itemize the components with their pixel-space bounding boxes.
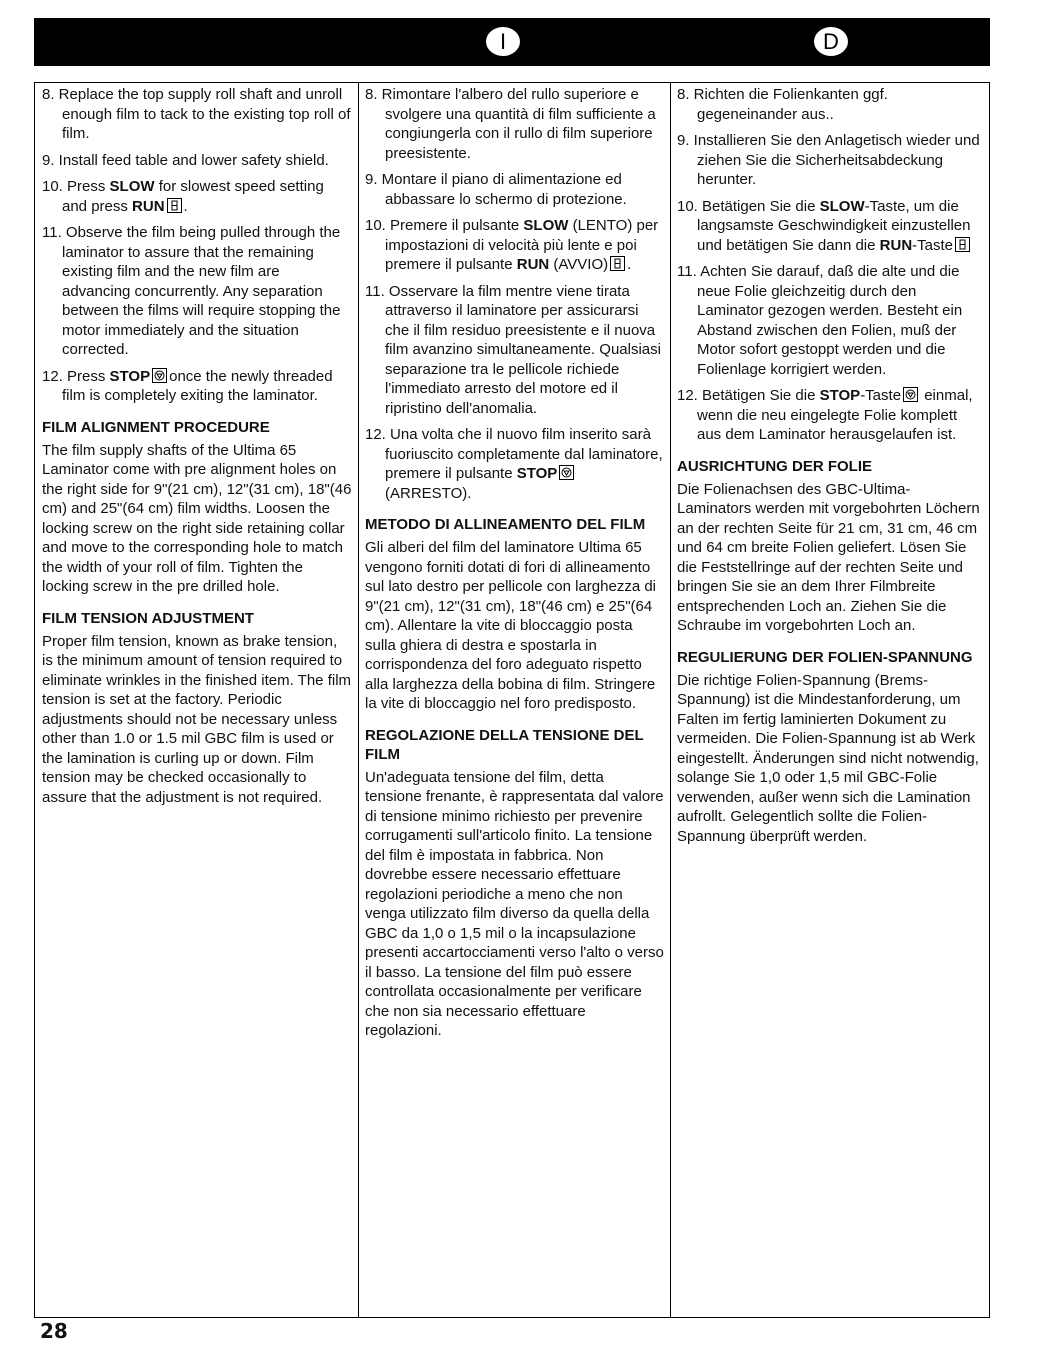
stop-key-icon [559,465,574,480]
section-heading-film-alignment: AUSRICHTUNG DER FOLIE [677,457,872,475]
step-8: 8. Richten die Folienkanten ggf. gegeneinander aus.. [677,86,888,123]
run-key-icon [610,256,625,271]
language-badge-italian: I [486,27,520,56]
step-10: 10. Press SLOW for slowest speed setting and press RUN . [42,178,324,215]
paragraph-film-tension: Die richtige Folien-Spannung (Brems-Spannung) ist die Mindestanforderung, um Falten im fertig laminierten Dokument zu vermeiden. Die Folien-Spannung ist ab Werk eingestellt. Änderungen sind nicht notwendig, solange Sie 1,0 oder 1,5 mil GBC-Folie verwenden, außer wenn sich die Lamination aufrollt. Gelegentlich sollte die Folien-Spannung überprüft werden. [677,671,979,845]
paragraph-film-tension: Un'adeguata tensione del film, detta tensione frenante, è rappresentata dal valore di tensione minimo richiesto per prevenire corrugamenti sull'articolo finito. La tensione del film è impostata in fabbrica. Non dovrebbe essere necessario effettuare regolazioni periodiche a meno che non venga utilizzato film diverso da quella della GBC da 1,0 o 1,5 mil o la incapsulazione presenti accartocciamenti verso l'alto o verso il basso. La tensione del film può essere controllata occasionalmente per verificare che non sia necessario effettuare regolazioni. [365,768,664,1039]
section-heading-film-tension: REGULIERUNG DER FOLIEN-SPANNUNG [677,648,973,666]
stop-key-icon [903,387,918,402]
run-key-icon [167,198,182,213]
step-11: 11. Osservare la film mentre viene tirata attraverso il laminatore per assicurarsi che il film residuo preesistente e il nuova film avanzino simultaneamente. Qualsiasi separazione tra le pellicole richiede l'immediato arresto del motore ed il ripristino dell'anomalia. [365,282,661,417]
section-heading-film-tension: FILM TENSION ADJUSTMENT [42,609,254,627]
step-11: 11. Observe the film being pulled through the laminator to assure that the remaining existing film and the new film are advancing concurrently. Any separation between the films will require stopping the motor immediately and the situation corrected. [42,224,341,358]
step-10: 10. Betätigen Sie die SLOW-Taste, um die langsamste Geschwindigkeit einzustellen und betätigen Sie dann die RUN-Taste [677,197,971,254]
german-column [670,82,990,1318]
step-9: 9. Install feed table and lower safety shield. [42,151,329,169]
step-12: 12. Betätigen Sie die STOP-Taste einmal, wenn die neu eingelegte Folie komplett aus dem Laminator herausgelaufen ist. [677,387,973,443]
section-heading-film-tension: REGOLAZIONE DELLA TENSIONE DEL FILM [365,726,644,763]
header-bar [34,18,990,66]
italian-column [358,82,670,1318]
paragraph-film-tension: Proper film tension, known as brake tension, is the minimum amount of tension required to eliminate wrinkles in the finished item. The film tension is set at the factory. Periodic adjustments should not be necessary unless other than 1.0 or 1.5 mil GBC film is used or the lamination is curling up or down. Film tension may be checked occasionally to assure that the adjustment is not required. [42,632,352,806]
step-12: 12. Press STOP once the newly threaded film is completely exiting the laminator. [42,367,333,404]
step-8: 8. Replace the top supply roll shaft and unroll enough film to tack to the existing top roll of film. [42,86,351,142]
step-9: 9. Montare il piano di alimentazione ed abbassare lo schermo di protezione. [365,171,627,208]
step-9: 9. Installieren Sie den Anlagetisch wieder und ziehen Sie die Sicherheitsabdeckung herunter. [677,132,980,188]
paragraph-film-alignment: Die Folienachsen des GBC-Ultima-Laminators werden mit vorgebohrten Löchern an der rechten Seite für 21 cm, 31 cm, 46 cm und 64 cm breite Folien geliefert. Lösen Sie die Feststellringe auf der rechten Seite und bringen Sie sie an dem Ihrer Filmbreite entsprechenden Loch an. Ziehen Sie die Schraube im vorgebohrten Loch an. [677,480,980,634]
step-10: 10. Premere il pulsante SLOW (LENTO) per impostazioni di velocità più lente e poi premere il pulsante RUN (AVVIO) . [365,217,659,273]
step-12: 12. Una volta che il nuovo film inserito sarà fuoriuscito completamente dal laminatore, premere il pulsante STOP (ARRESTO). [365,426,663,502]
paragraph-film-alignment: The film supply shafts of the Ultima 65 Laminator come with pre alignment holes on the right side for 9"(21 cm), 12"(31 cm), 18"(46 cm) and 25"(64 cm) film widths. Loosen the locking screw on the right side retaining collar and move to the corresponding hole to match the width of your roll of film. Tighten the locking screw in the pre drilled hole. [42,441,352,595]
run-key-icon [955,237,970,252]
language-badge-german: D [814,27,848,56]
stop-key-icon [152,368,167,383]
section-heading-film-alignment: FILM ALIGNMENT PROCEDURE [42,418,270,436]
step-8: 8. Rimontare l'albero del rullo superiore e svolgere una quantità di film sufficiente a congiungerla con il rullo di film superiore preesistente. [365,86,656,162]
page-number: 28 [40,1319,68,1343]
paragraph-film-alignment: Gli alberi del film del laminatore Ultima 65 vengono forniti dotati di fori di allineamento sul lato destro per pellicole con larghezza di 9"(21 cm), 12"(31 cm), 18"(46 cm) e 25"(64 cm). Allentare la vite di bloccaggio posta sulla ghiera di destra e spostarla in corrispondenza del foro adeguato rispetto alla larghezza della bobina di film. Stringere la vite di bloccaggio nel foro predisposto. [365,539,656,712]
english-column [36,82,358,1318]
step-11: 11. Achten Sie darauf, daß die alte und die neue Folie gleichzeitig durch den Laminator gezogen werden. Besteht ein Abstand zwischen den Folien, muß der Motor sofort gestoppt werden und die Folienlage korrigiert werden. [677,263,963,378]
section-heading-film-alignment: METODO DI ALLINEAMENTO DEL FILM [365,516,646,533]
